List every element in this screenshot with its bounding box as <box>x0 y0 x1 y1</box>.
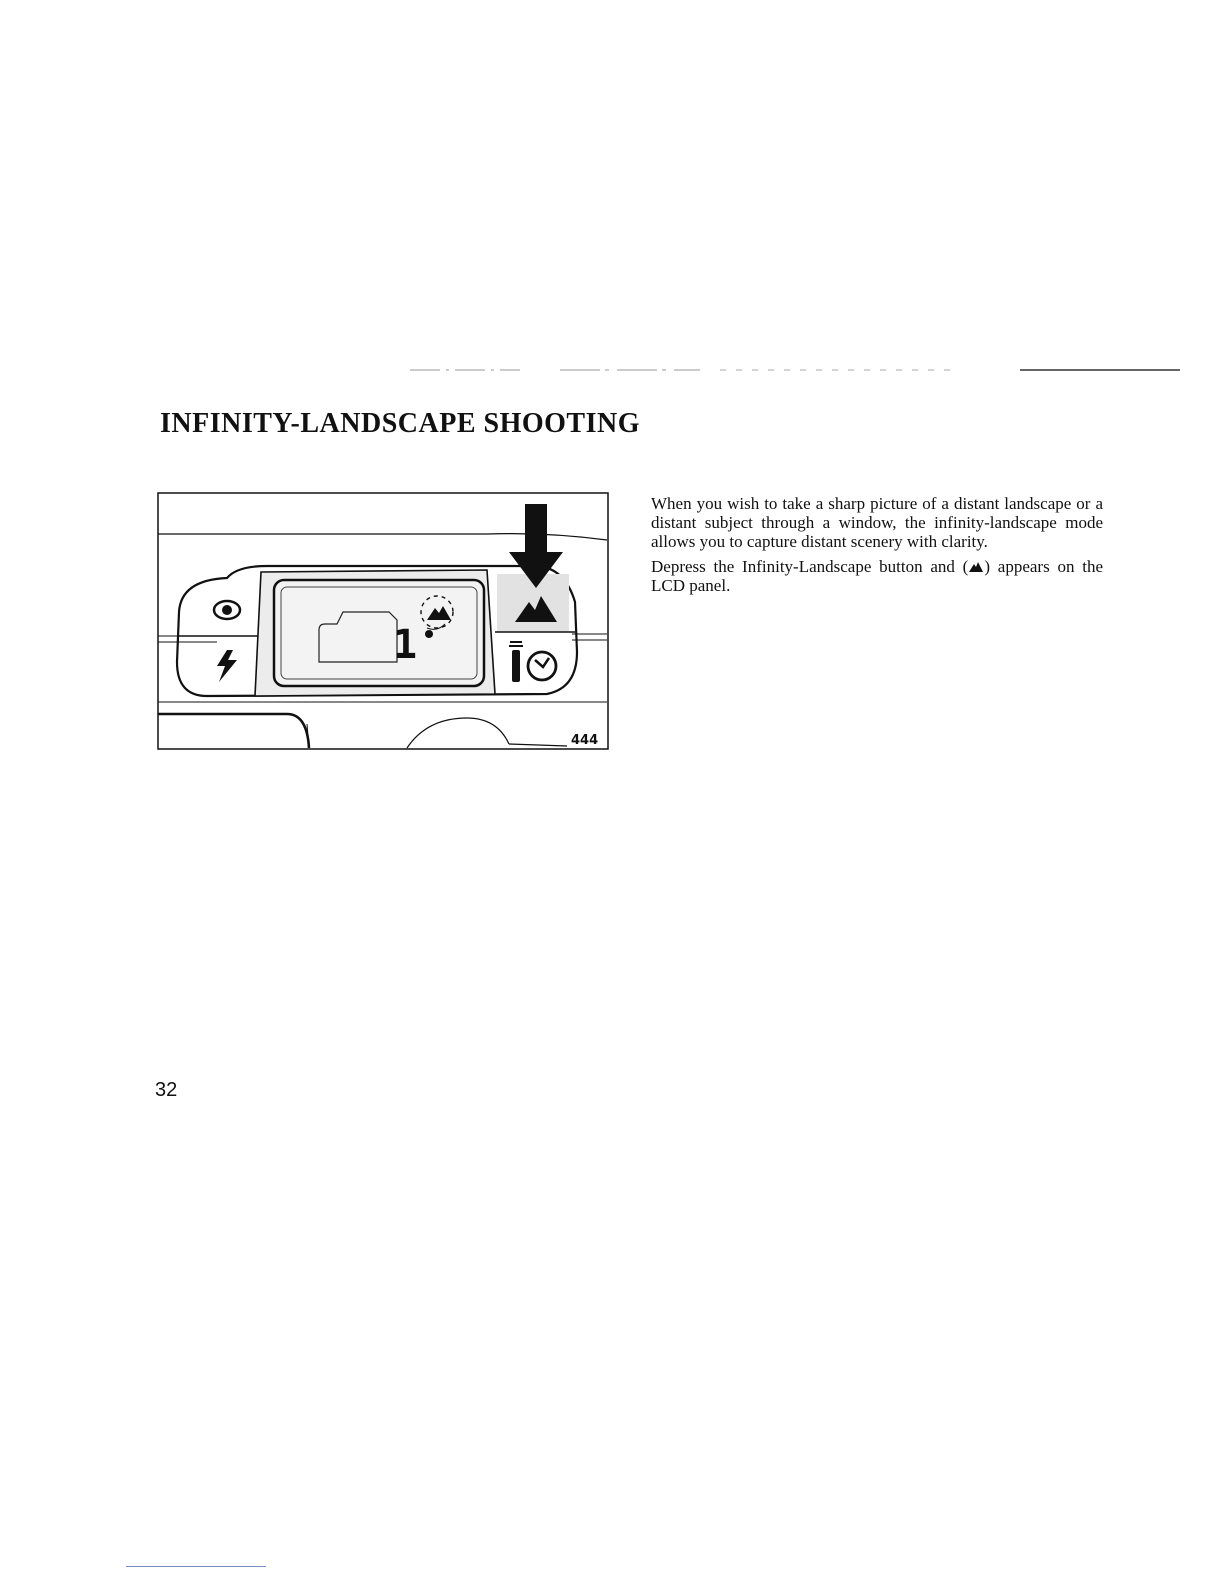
page-title: INFINITY-LANDSCAPE SHOOTING <box>160 408 640 439</box>
paragraph-2-before: Depress the Infinity-Landscape button and ( <box>651 557 969 576</box>
paragraph-2-after: ) appears on the LCD panel. <box>651 557 1103 595</box>
lcd-frame-counter: 1 <box>393 622 418 668</box>
camera-lcd-illustration <box>157 492 609 750</box>
lightning-icon <box>217 650 237 682</box>
body-text <box>651 494 1103 601</box>
corner-mark: 444 <box>571 733 599 748</box>
bottom-rule <box>126 1566 266 1567</box>
top-rule <box>0 368 1224 372</box>
page-number: 32 <box>155 1079 178 1101</box>
paragraph-1: When you wish to take a sharp picture of a distant landscape or a distant subject through a window, the infinity-landscape mode allows you to capture distant scenery with clarity. <box>651 494 1103 551</box>
self-timer-icon <box>509 642 556 682</box>
inline-mountain-icon <box>968 561 984 573</box>
eye-icon <box>214 601 240 619</box>
paragraph-2 <box>651 557 1103 595</box>
